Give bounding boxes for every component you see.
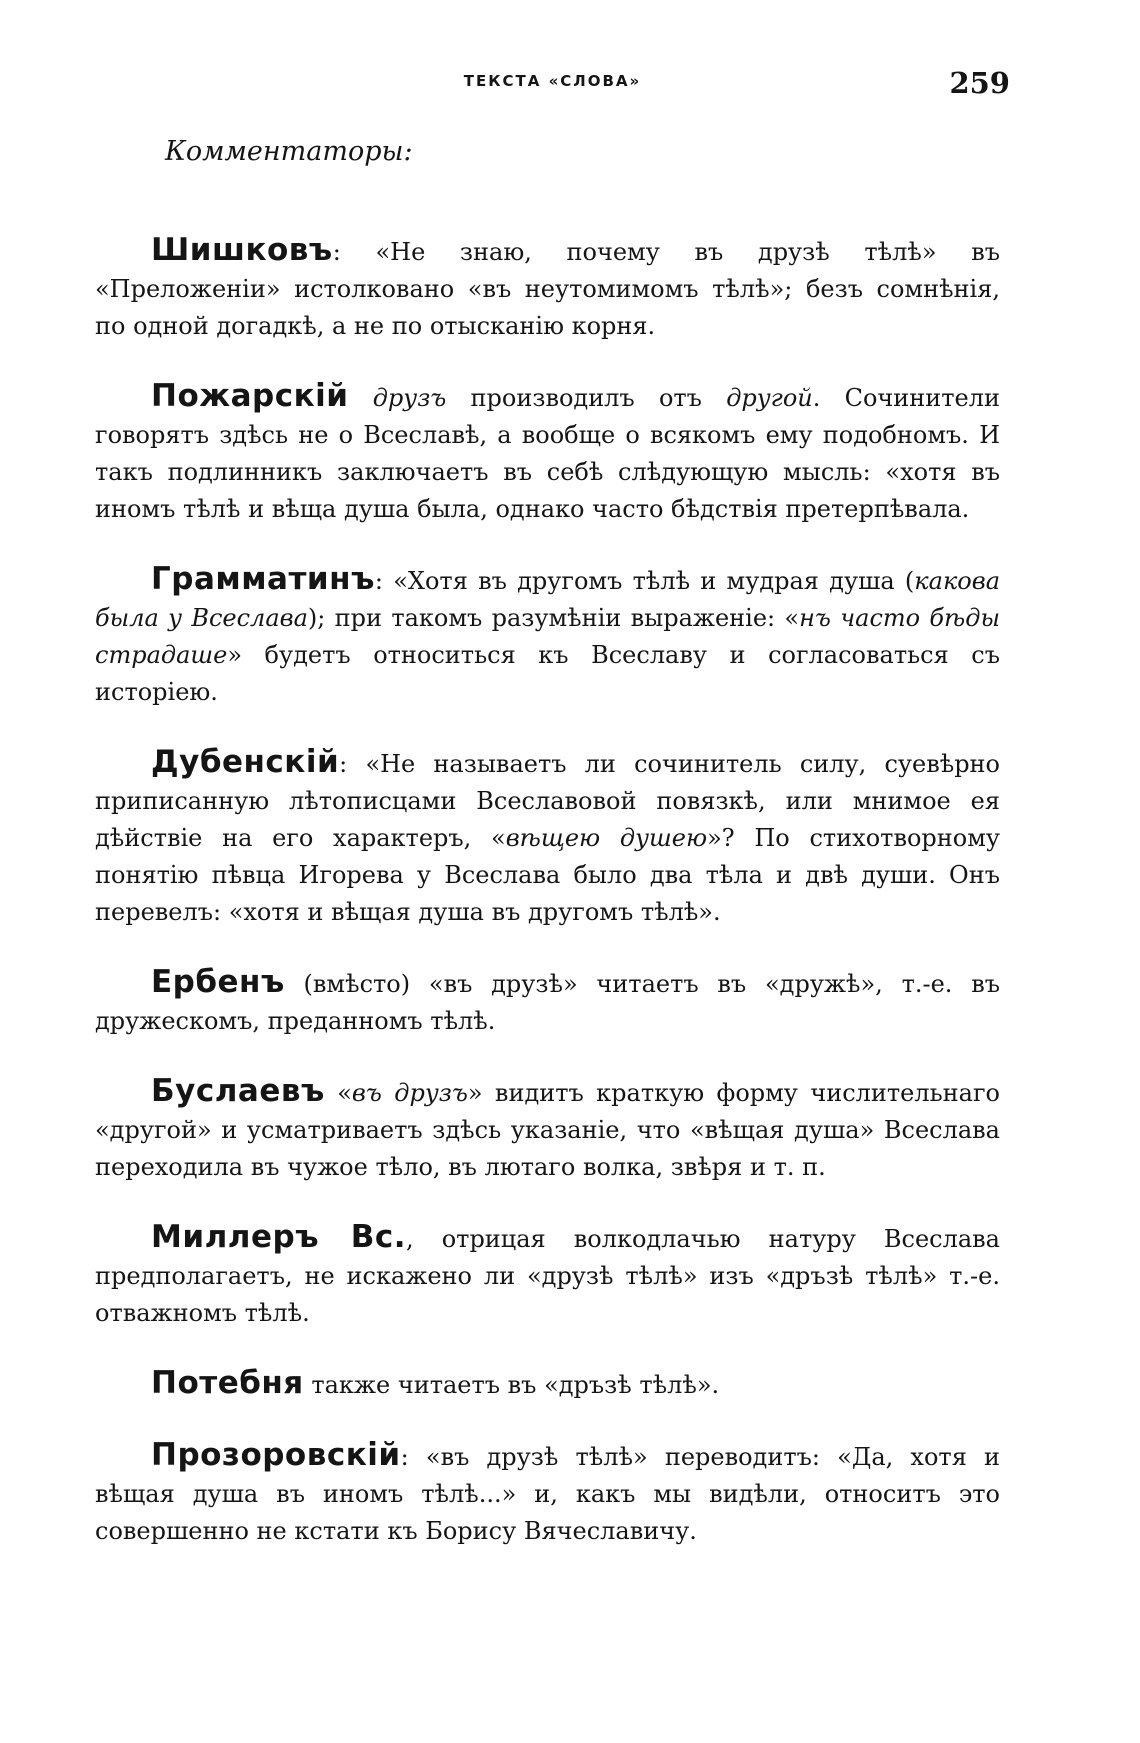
- commentator-entry: [95, 561, 1000, 711]
- italic-quote: въ друзъ: [351, 1079, 468, 1107]
- italic-quote: другой: [726, 384, 813, 412]
- commentator-name: Грамматинъ: [151, 561, 375, 597]
- commentary-text: (вмѣсто) «въ друзѣ» читаетъ въ «дружѣ», т.-е. въ дружескомъ, преданномъ тѣлѣ.: [95, 970, 1000, 1035]
- commentator-entry: [95, 964, 1000, 1040]
- commentator-name: Дубенскій: [151, 744, 340, 780]
- commentary-text: : «Не называетъ ли сочинитель силу, суевѣрно приписанную лѣтописцами Всеславовой повязкѣ, или мнимое ея дѣйствіе на его характеръ, «: [95, 750, 1000, 852]
- commentary-text: : «Не знаю, почему въ друзѣ тѣлѣ» въ «Преложеніи» истолковано «въ неутомимомъ тѣлѣ»; безъ сомнѣнія, по одной догадкѣ, а не по отысканію корня.: [95, 238, 1000, 340]
- commentator-name: Прозоровскій: [151, 1437, 401, 1473]
- commentary-text: производилъ отъ: [446, 384, 727, 412]
- commentator-entry: [95, 744, 1000, 931]
- page-header: [95, 66, 1010, 106]
- commentator-name: Потебня: [151, 1365, 304, 1401]
- italic-quote: какова была у Всеслава: [95, 567, 1000, 632]
- commentary-text: . Сочинители говорятъ здѣсь не о Всеславѣ, а вообще о всякомъ ему подобномъ. И такъ подлинникъ заключаетъ въ себѣ слѣдующую мысль: «хотя въ иномъ тѣлѣ и вѣща душа была, однако часто бѣдствія претерпѣвала.: [95, 384, 1000, 523]
- commentary-text: [348, 384, 372, 412]
- commentator-entry: [95, 232, 1000, 345]
- commentary-text: , отрицая волкодлачью натуру Всеслава предполагаетъ, не искажено ли «друзѣ тѣлѣ» изъ «дръзѣ тѣлѣ» т.-е. отважномъ тѣлѣ.: [95, 1225, 1000, 1327]
- commentator-name: Пожарскій: [151, 378, 349, 414]
- commentator-name: Ербенъ: [151, 964, 285, 1000]
- commentator-entry: [95, 1219, 1000, 1332]
- commentary-text: : «Хотя въ другомъ тѣлѣ и мудрая душа (: [374, 567, 915, 595]
- section-heading: Комментаторы:: [165, 136, 413, 167]
- commentary-text: : «въ друзѣ тѣлѣ» переводитъ: «Да, хотя и вѣщая душа въ иномъ тѣлѣ...» и, какъ мы видѣли, относитъ это совершенно не кстати къ Борису Вячеславичу.: [95, 1443, 1000, 1545]
- italic-quote: нъ часто бѣды страдаше: [95, 604, 1000, 669]
- commentary-text: ); при такомъ разумѣніи выраженіе: «: [307, 604, 800, 632]
- commentator-entry: [95, 1073, 1000, 1186]
- commentary-text: также читаетъ въ «дръзѣ тѣлѣ».: [303, 1371, 720, 1399]
- commentator-name: Шишковъ: [151, 232, 333, 268]
- italic-quote: друзъ: [372, 384, 447, 412]
- italic-quote: вѣщею душею: [505, 824, 708, 852]
- commentary-text: » видитъ краткую форму числительнаго «другой» и усматриваетъ здѣсь указаніе, что «вѣщая душа» Всеслава переходила въ чужое тѣло, въ лютаго волка, звѣря и т. п.: [95, 1079, 1001, 1181]
- page-number: 259: [949, 66, 1010, 100]
- commentator-name: Буслаевъ: [151, 1073, 325, 1109]
- commentator-name: Миллеръ Вс.: [151, 1219, 407, 1255]
- commentator-entry: [95, 378, 1000, 528]
- commentary-text: «: [324, 1079, 352, 1107]
- commentator-entry: [95, 1365, 1000, 1404]
- commentary-text: »? По стихотворному понятію пѣвца Игорева у Всеслава было два тѣла и двѣ души. Онъ перевелъ: «хотя и вѣщая душа въ другомъ тѣлѣ».: [95, 824, 1001, 926]
- commentary-text: » будетъ относиться къ Всеславу и согласоваться съ исторіею.: [95, 641, 1000, 706]
- commentator-entry: [95, 1437, 1000, 1550]
- commentators-list: [95, 208, 1000, 1583]
- running-head: ТЕКСТА «СЛОВА»: [463, 72, 642, 90]
